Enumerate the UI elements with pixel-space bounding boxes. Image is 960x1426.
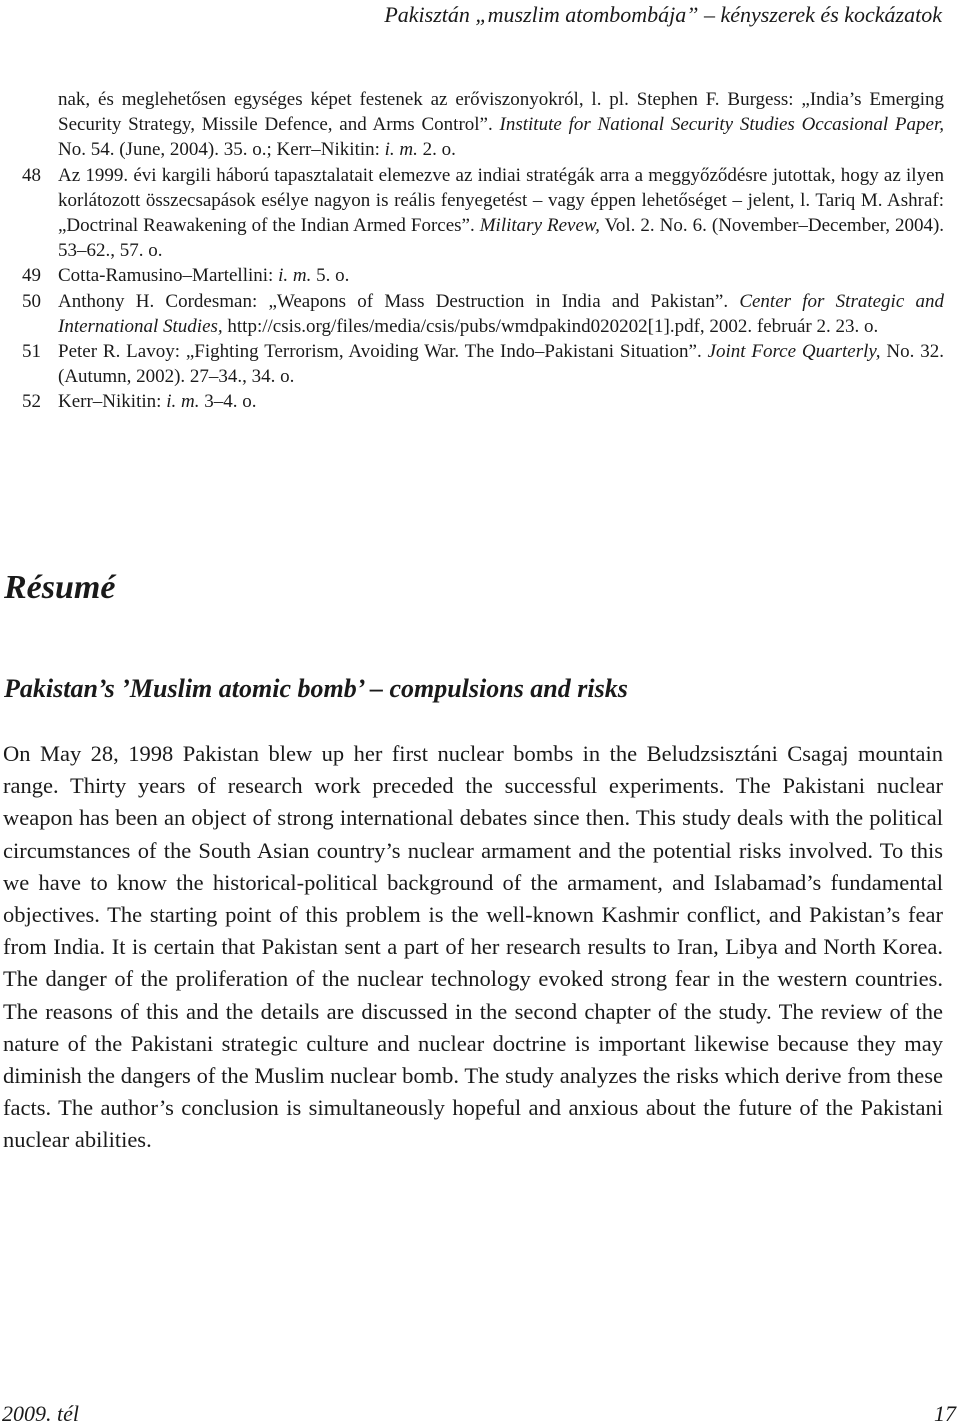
footnote-text: 3–4. o. bbox=[199, 391, 257, 413]
footnote-number: 51 bbox=[22, 341, 41, 363]
footnote-source-title: Center for Strategic and International Studies, bbox=[58, 290, 944, 337]
footnote-source-title: Institute for National Security Studies Occasional Paper, bbox=[499, 114, 944, 136]
footnote-number: 48 bbox=[22, 164, 41, 186]
abstract-paragraph: On May 28, 1998 Pakistan blew up her first nuclear bombs in the Beludzsisztáni Csagaj mountain range. Thirty years of research work preceded the successful experiments. The Pakistani nuclear weapon has been an object of strong international debates since then. This study deals with the political circumstances of the South Asian country’s nuclear armament and the potential risks involved. To this we have to know the historical-political background of the armament, and Islabamad’s fundamental objectives. The starting point of this problem is the well-known Kashmir conflict, and Pakistan’s fear from India. It is certain that Pakistan sent a part of her research results to Iran, Libya and North Korea. The danger of the proliferation of the nuclear technology evoked strong fear in the western countries. The reasons of this and the details are discussed in the second chapter of the study. The review of the nature of the Pakistani strategic culture and nuclear doctrine is important likewise because they may diminish the dangers of the Muslim nuclear bomb. The study analyzes the risks which derive from these facts. The author’s conclusion is simultaneously hopeful and anxious about the future of the Pakistani nuclear abilities. bbox=[3, 741, 943, 1153]
footnote-51 bbox=[22, 339, 944, 389]
footnote-source-title: i. m. bbox=[166, 391, 200, 413]
footnote-number: 49 bbox=[22, 265, 41, 287]
footnote-text: Anthony H. Cordesman: „Weapons of Mass Destruction in India and Pakistan”. bbox=[58, 290, 740, 312]
footnotes bbox=[22, 87, 944, 415]
footnote-text: 2. o. bbox=[417, 139, 456, 161]
footnote-52 bbox=[22, 389, 944, 414]
footnote-text: No. 32. (Autumn, 2002). 27–34., 34. o. bbox=[58, 341, 944, 388]
footnote-source-title: i. m. bbox=[384, 139, 418, 161]
footnote-text: http://csis.org/files/media/csis/pubs/wmdpakind020202[1].pdf, 2002. február 2. 23. o. bbox=[222, 315, 879, 337]
footnote-number: 50 bbox=[22, 290, 41, 312]
resume-title: Pakistan’s ’Muslim atomic bomb’ – compulsions and risks bbox=[4, 674, 628, 703]
running-head: Pakisztán „muszlim atombombája” – kényszerek és kockázatok bbox=[384, 2, 942, 27]
footnote-text: nak, és meglehetősen egységes képet festenek az erőviszonyokról, l. pl. Stephen F. Burgess: „India’s Emerging Security Strategy, Missile Defence, and Arms Control”. bbox=[58, 89, 944, 136]
footnote-text: Az 1999. évi kargili háború tapasztalatait elemezve az indiai stratégák arra a meggyőződésre jutottak, hogy az ilyen korlátozott összecsapások esélye nagyon is reális fenyegetést – vagy éppen lehetőséget – jelent, l. Tariq M. Ashraf: „Doctrinal Reawakening of the Indian Armed Forces”. bbox=[58, 164, 944, 237]
footnote-48 bbox=[22, 163, 944, 264]
footnote-text: Kerr–Nikitin: bbox=[58, 391, 167, 413]
footnote-text: Cotta-Ramusino–Martellini: bbox=[58, 265, 279, 287]
footnote-number: 52 bbox=[22, 391, 41, 413]
footnote-49 bbox=[22, 263, 944, 288]
page-number: 17 bbox=[934, 1401, 956, 1426]
footnote-50 bbox=[22, 289, 944, 339]
footnote-source-title: Military Revew, bbox=[479, 215, 600, 237]
resume-heading: Résumé bbox=[4, 569, 116, 606]
footnote-text: Vol. 2. No. 6. (November–December, 2004). 53–62., 57. o. bbox=[58, 215, 945, 262]
footnote-source-title: i. m. bbox=[278, 265, 312, 287]
footer-issue: 2009. tél bbox=[2, 1401, 79, 1426]
footnote-text: 5. o. bbox=[311, 265, 350, 287]
footnote-source-title: Joint Force Quarterly, bbox=[707, 341, 881, 363]
footnote-text: Peter R. Lavoy: „Fighting Terrorism, Avoiding War. The Indo–Pakistani Situation”. bbox=[58, 341, 708, 363]
footnote-text: No. 54. (June, 2004). 35. o.; Kerr–Nikitin: bbox=[58, 139, 385, 161]
footnote-continued bbox=[22, 87, 944, 163]
